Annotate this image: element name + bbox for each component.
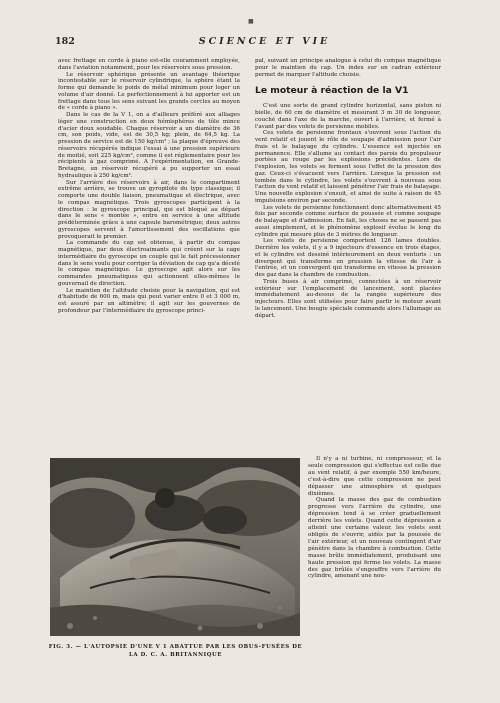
right-column-lower [308, 456, 441, 580]
paragraph: pal, suivant un principe analogue à celui du compas magnétique pour le maintien du cap. Un index sur un cadran extérieur permet de marquer l'altitude choisie. [255, 58, 441, 78]
page-number: 182 [55, 36, 75, 47]
paragraph: C'est une sorte de grand cylindre horizontal, sans piston ni bielle, de 60 cm de diamètre et mesurant 3 m 30 de longueur, couché dans l'axe de la marche, ouvert à l'arrière, et fermé à l'avant par des volets de persienne mobiles. [255, 103, 441, 130]
paragraph: Quand la masse des gaz de combustion progresse vers l'arrière du cylindre, une dépression tend à se créer graduellement derrière les volets. Quand cette dépression a atteint une certaine valeur, les volets sont obligés de s'ouvrir, aidés par la poussée de l'air extérieur, et un nouveau contingent d'air pénètre dans la chambre à combustion. Cette masse brûle immédiatement, produisant une haute pression qui ferme les volets. La masse des gaz brûlés s'engouffre vers l'arrière du cylindre, amenant une nou- [308, 497, 441, 580]
paragraph: avec frettage en corde à piano est-elle couramment employée, dans l'aviation notamment, pour les réservoirs sous pression. [58, 58, 240, 71]
paragraph: Le réservoir sphérique présente un avantage théorique incontestable sur le réservoir cylindrique, la sphère étant la forme qui demande le poids de métal minimum pour loger un volume d'air donné. Le perfectionnement à lui apporter est un frettage dans tous les sens suivant les grands cercles au moyen de « corde à piano ». [58, 71, 240, 112]
section-title: Le moteur à réaction de la V1 [255, 85, 409, 97]
paragraph: Le maintien de l'altitude choisie pour la navigation, qui est d'habitude de 600 m, mais qui peut varier entre 0 et 3 000 m, est assuré par un altimètre; il agit sur les gouvernes de profondeur par l'intermédiaire du gyroscope princi- [58, 287, 240, 314]
paragraph: Trois buses à air comprimé, connectées à un réservoir extérieur sur l'emplacement de lancement, sont placées immédiatement au-dessus de la rangée supérieure des injecteurs. Elles sont utilisées pour faire partir le moteur avant le lancement. Une bougie spéciale commande alors l'allumage au départ. [255, 278, 441, 319]
paragraph: Il n'y a ni turbine, ni compresseur, et la seule compression qui s'effectue est celle due au vent relatif, à par exemple 550 km/heure, c'est-à-dire que cette compression ne peut dépasser une atmosphère et quelques dixièmes. [308, 456, 441, 497]
journal-title: SCIENCE ET VIE [198, 36, 331, 47]
paragraph: Dans le cas de la V 1, on a d'ailleurs préféré aux alliages léger une construction en deux hémisphères de tôle mince d'acier doux soudable. Chaque réservoir a un diamètre de 36 cm, son poids, vide, est de 30,5 kg; plein, de 64,5 kg. La pression de service est de 150 kg/cm² ; la plaque d'épreuve des réservoirs récupérés indique l'essai à une pression supérieure de moitié, soit 225 kg/cm², comme il est réglementaire pour les récipients à gaz comprimé. A l'expérimentation, en Grande-Bretagne, un réservoir récupéré a pu supporter un essai hydraulique à 250 kg/cm². [58, 112, 240, 179]
left-column [58, 58, 240, 315]
paragraph: Sur l'arrière des réservoirs à air, dans le compartiment extrême arrière, se trouve un gyropilote du type classique; il comporte une double liaison, pneumatique et électrique, avec le compas magnétique. Trois gyroscopes participent à la direction : le gyroscope principal, qui est bloqué au départ dans le sens « montée », entre en service à une altitude prédéterminée grâce à une capsule barométrique; deux autres gyroscopes servent à l'amortissement des oscillations que provoquerait le premier. [58, 179, 240, 240]
paragraph: Les volets de persienne fonctionnent donc alternativement 45 fois par seconde comme surface de poussée et comme soupape de balayage et d'admission. En fait, les choses ne se passent pas aussi simplement, et le phénomène explosif évolue le long du cylindre qui mesure plus de 3 mètres de longueur. [255, 204, 441, 238]
photo-illustration [50, 458, 300, 636]
paragraph: La commande du cap est obtenue, à partir du compas magnétique, par deux électroaimants qui créent sur la cage intermédiaire du gyroscope un couple qui le fait précessionner dans le sens voulu pour corriger la déviation de cap qu'a décelé le compas magnétique. Le gyroscope agit alors sur les commandes pneumatiques qui actionnent elles-mêmes le gouvernail de direction. [58, 240, 240, 287]
right-column [255, 58, 441, 319]
paragraph: Ces volets de persienne frontaux s'ouvrent sous l'action du vent relatif et jouent le rôle de soupape d'admission pour l'air frais et le balayage du cylindre. L'essence est injectée en permanence. Elle s'allume au contact des parois du propulseur portées au rouge par les explosions précédentes. Lors de l'explosion, les volets se ferment sous l'effet de la pression des gaz. Ceux-ci s'évacuent vers l'arrière. Lorsque la pression est tombée dans le cylindre, les volets s'ouvrent à nouveau sous l'action du vent relatif et laissent pénétrer l'air frais de balayage. Une nouvelle explosion s'ensuit, et ainsi de suite à raison de 45 impulsions environ par seconde. [255, 130, 441, 204]
paragraph: Les volets de persienne comportent 126 lames doubles. Derrière les volets, il y a 9 injecteurs d'essence en trois étages, et le cylindre est dessiné intérieurement en deux venturis : un divergent qui transforme en pression la vitesse de l'air à l'entrée, et un convergent qui transforme en vitesse la pression des gaz dans la chambre de combustion. [255, 238, 441, 278]
page-header [55, 36, 474, 50]
figure-caption: FIG. 3. — L'AUTOPSIE D'UNE V 1 ABATTUE PAR LES OBUS-FUSÉES DE LA D. C. A. BRITANNIQUE [48, 644, 303, 658]
wreck-photo [50, 458, 300, 636]
top-mark: ■ [248, 18, 254, 25]
